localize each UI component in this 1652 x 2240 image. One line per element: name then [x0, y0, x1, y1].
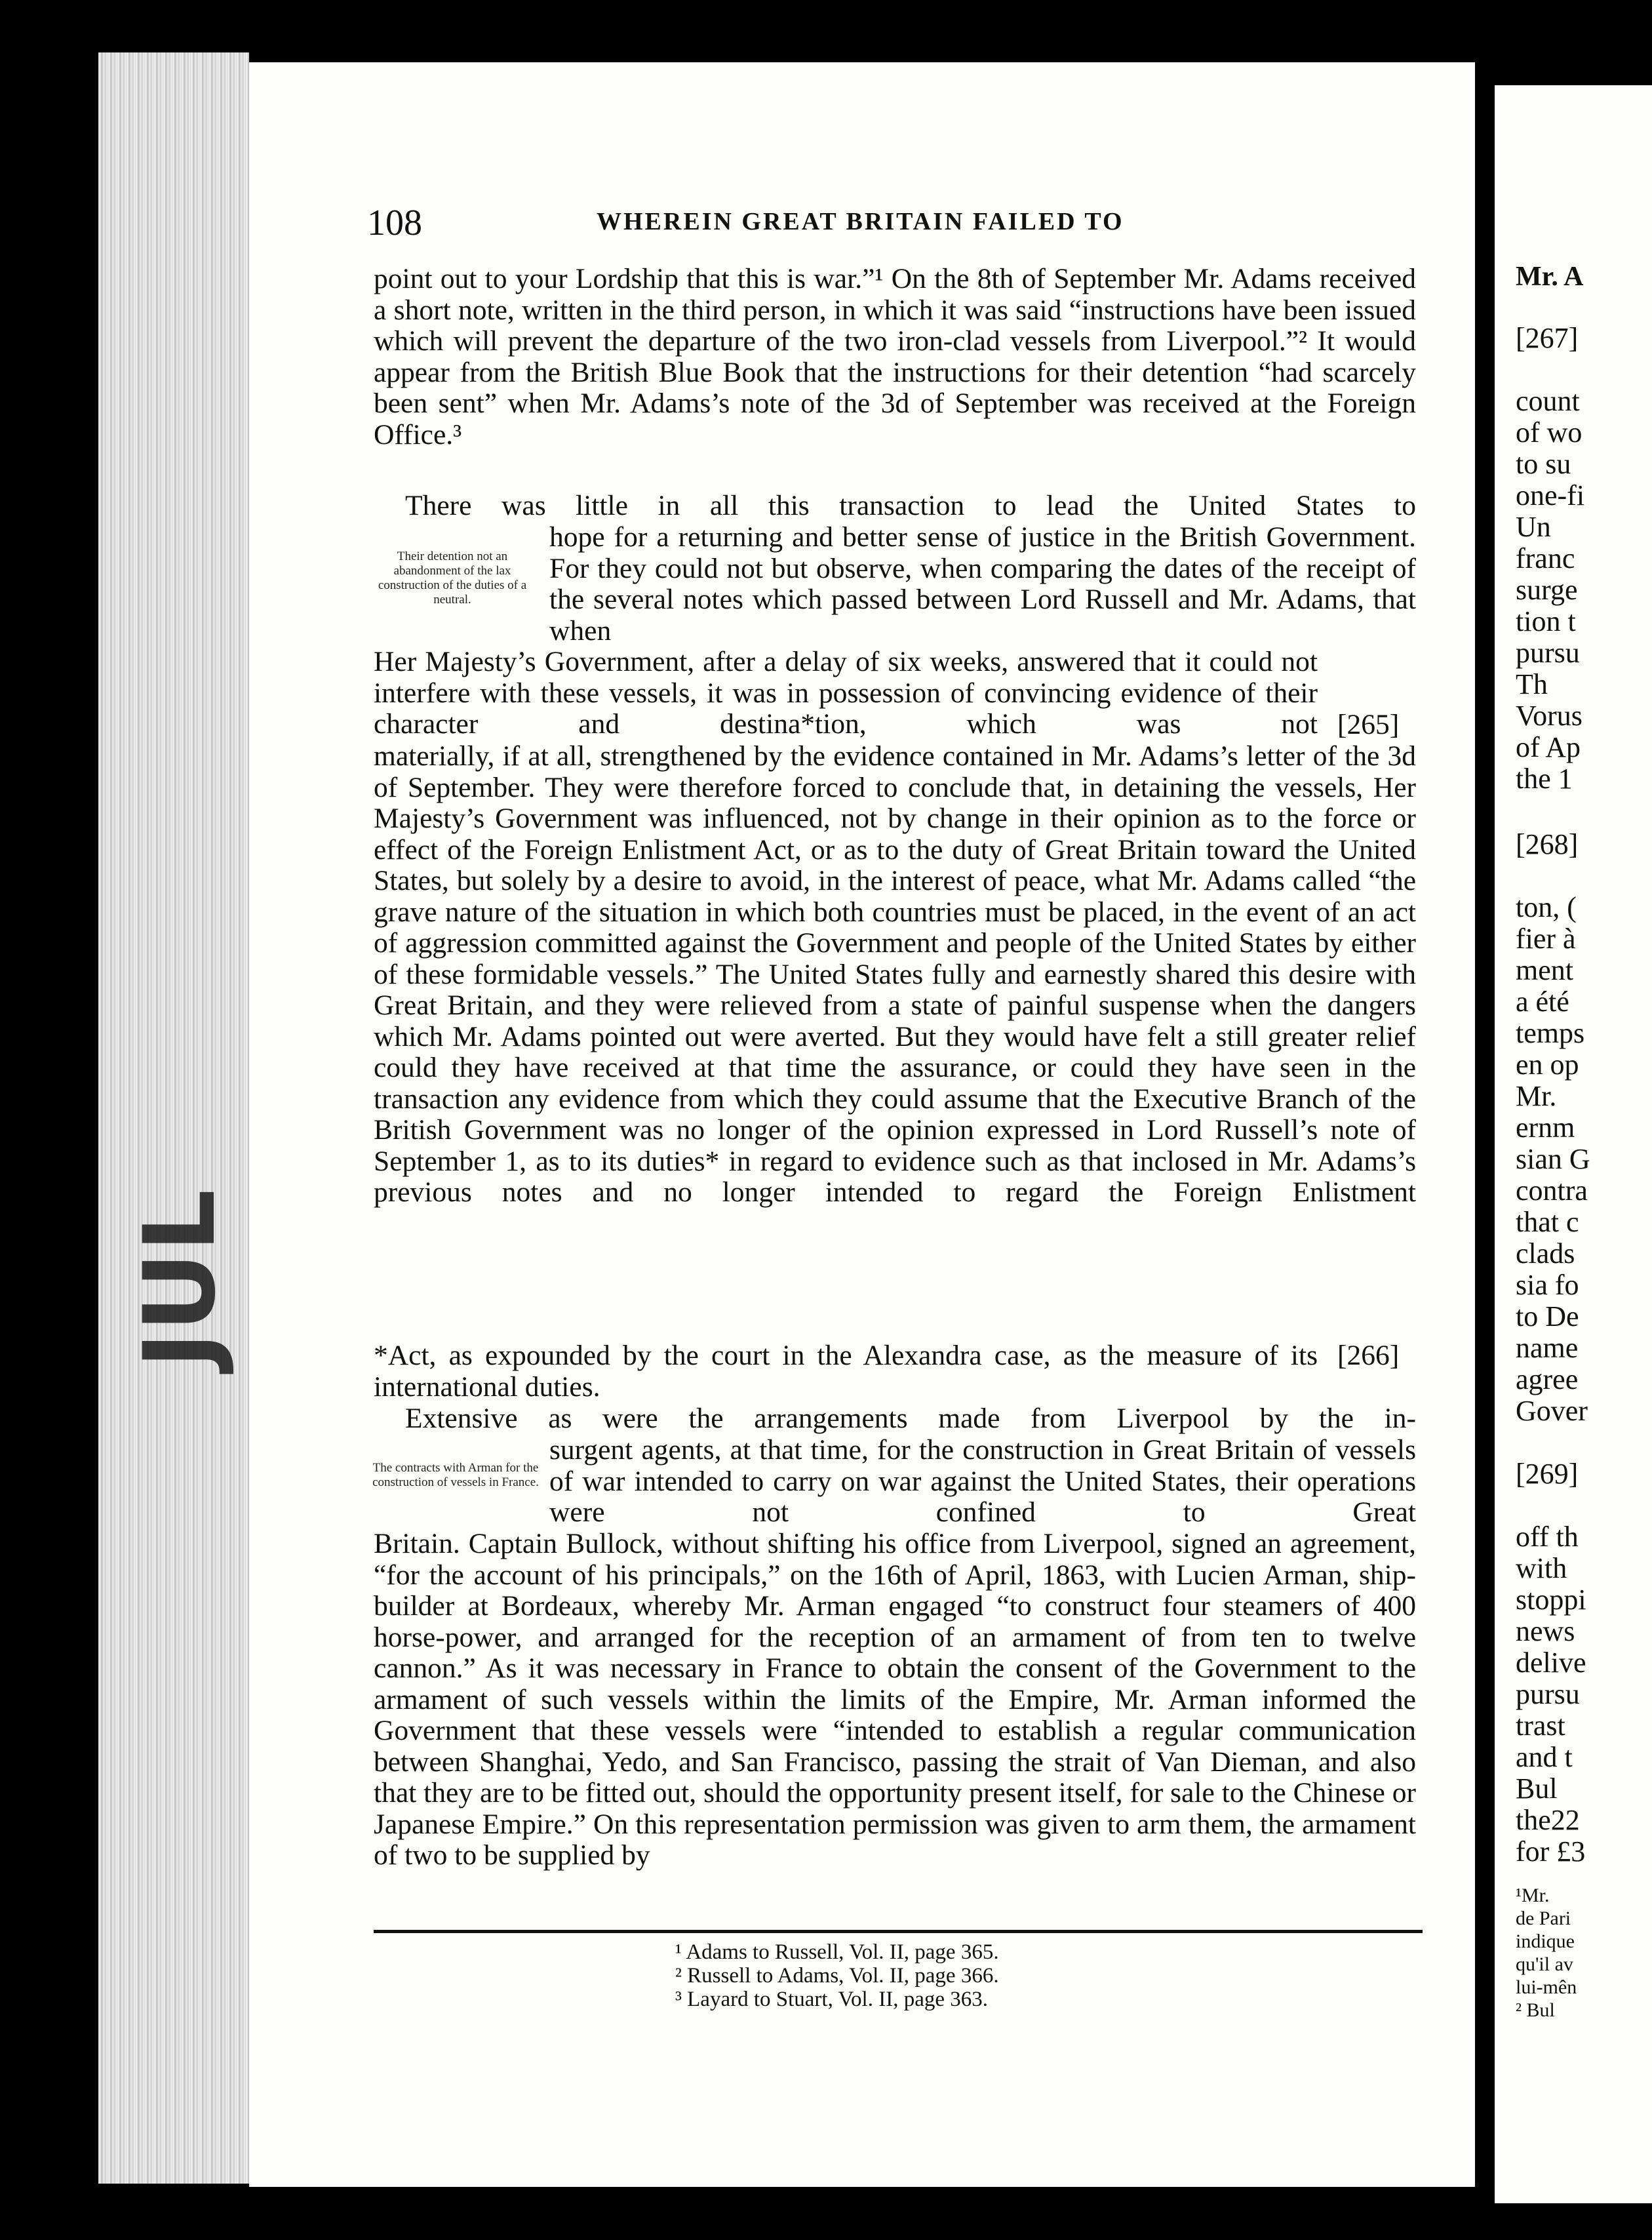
right-page-line: Mr. A — [1516, 262, 1584, 292]
right-page-line: trast — [1516, 1710, 1565, 1742]
right-page-line: ernm — [1516, 1111, 1575, 1144]
footnote-rule — [374, 1930, 1423, 1933]
right-page-line: count — [1516, 385, 1580, 417]
right-page-line: with — [1516, 1552, 1567, 1584]
right-page-line: to De — [1516, 1300, 1579, 1332]
right-page-line: pursu — [1516, 1678, 1580, 1710]
right-page-line: delive — [1516, 1647, 1586, 1679]
paragraph-2-line-1: There was little in all this transaction to lead the United States to — [405, 490, 1416, 521]
paragraph-3-wrapped: surgent agents, at that time, for the construction in Great Britain of vessels of war intended to carry on war against the United States, their operations were not confined to Great — [549, 1434, 1416, 1528]
paragraph-2-continued: Her Majesty’s Government, after a delay of six weeks, answered that it could not interfere with these vessels, it was in possession of convincing evidence of their character and destina*tion, which was not — [374, 646, 1318, 740]
right-page-line: and t — [1516, 1741, 1573, 1773]
right-page-line: ment — [1516, 954, 1573, 986]
right-page-line: stoppi — [1516, 1584, 1586, 1616]
right-page-line: Un — [1516, 511, 1551, 543]
right-page-line: lui-mên — [1516, 1976, 1577, 1998]
book-page-edges — [98, 52, 249, 2184]
paragraph-2-end: *Act, as expounded by the court in the Alexandra case, as the measure of its international duties. — [374, 1340, 1318, 1403]
right-page-line: the 1 — [1516, 763, 1573, 795]
margin-note-detention: Their detention not an abandonment of the lax construction of the duties of a neutral. — [378, 550, 527, 607]
paragraph-1: point out to your Lordship that this is war.”¹ On the 8th of September Mr. Adams received a short note, written in the third person, in which it was said “instructions have been issued which will prevent the departure of the two iron-clad vessels from Liverpool.”² It would appear from the British Blue Book that the instructions for their detention “had scarcely been sent” when Mr. Adams’s note of the 3d of September was received at the Foreign Office.³ — [374, 263, 1416, 450]
paragraph-3-body: Britain. Captain Bullock, without shifting his office from Liverpool, signed an agreement, “for the account of his principals,” on the 16th of April, 1863, with Lucien Arman, ship-builder at Bordeaux, whereby Mr. Arman engaged “to construct four steamers of 400 horse-power, and arranged for the reception of an armament of from ten to twelve cannon.” As it was necessary in France to obtain the consent of the Government to the armament of such vessels within the limits of the Empire, Mr. Arman informed the Government that these vessels were “intended to establish a regular communication between Shanghai, Yedo, and San Francisco, passing the strait of Van Dieman, and also that they are to be fitted out, should the opportunity present itself, for sale to the Chinese or Japanese Empire.” On this representation permission was given to arm them, the armament of two to be supplied by — [374, 1528, 1416, 1871]
right-page-line: the22 — [1516, 1804, 1580, 1836]
right-page-line: agree — [1516, 1363, 1579, 1395]
running-title: WHEREIN GREAT BRITAIN FAILED TO — [597, 208, 1124, 235]
right-page-line: tion t — [1516, 605, 1576, 637]
footnote-3: ³ Layard to Stuart, Vol. II, page 363. — [675, 1988, 989, 2011]
right-page-line: Th — [1516, 668, 1548, 700]
right-page-line: ton, ( — [1516, 891, 1577, 923]
right-page-line: Mr. — [1516, 1080, 1557, 1112]
right-page-line: news — [1516, 1615, 1575, 1647]
right-page-line: en op — [1516, 1049, 1579, 1081]
right-page-line: fier à — [1516, 923, 1576, 955]
right-page-line: contra — [1516, 1174, 1588, 1207]
paragraph-3-line-1: Extensive as were the arrangements made from Liverpool by the in- — [405, 1403, 1416, 1434]
right-page-line: qu'il av — [1516, 1953, 1573, 1975]
footnote-1: ¹ Adams to Russell, Vol. II, page 365. — [675, 1940, 999, 1964]
page-marker-265: [265] — [1337, 709, 1400, 740]
right-page-line: Gover — [1516, 1395, 1588, 1427]
right-page-line: pursu — [1516, 637, 1580, 669]
right-page-line: of wo — [1516, 416, 1583, 449]
right-page-line: that c — [1516, 1206, 1579, 1238]
right-page-line: to su — [1516, 448, 1571, 480]
page-marker-266: [266] — [1337, 1340, 1400, 1371]
right-page-line: one-fi — [1516, 479, 1585, 511]
footnote-2: ² Russell to Adams, Vol. II, page 366. — [675, 1964, 999, 1988]
right-page-line: ¹Mr. — [1516, 1885, 1550, 1906]
right-page-line: [268] — [1516, 828, 1579, 860]
margin-note-arman: The contracts with Arman for the construction of vessels in France. — [372, 1461, 539, 1489]
paragraph-2-body: materially, if at all, strengthened by the evidence contained in Mr. Adams’s letter of the 3d of September. They were therefore forced to conclude that, in detaining the vessels, Her Majesty’s Government was influenced, not by change in their opinion as to the force or effect of the Foreign Enlistment Act, or as to the duty of Great Britain toward the United States, but solely by a desire to avoid, in the interest of peace, what Mr. Adams called “the grave nature of the situation in which both countries must be placed, in the event of an act of aggression committed against the Government and people of the United States by either of these formidable vessels.” The United States fully and earnestly shared this desire with Great Britain, and they were relieved from a state of painful suspense when the dangers which Mr. Adams pointed out were averted. But they would have felt a still greater relief could they have received at that time the assurance, or could they have seen in the transaction any evidence from which they could assume that the Executive Branch of the British Government was no longer of the opinion expressed in Lord Russell’s note of September 1, as to its duties* in regard to evidence such as that inclosed in Mr. Adams’s previous notes and no longer intended to regard the Foreign Enlistment — [374, 740, 1416, 1208]
right-page-line: for £3 — [1516, 1835, 1586, 1868]
right-page-line: indique — [1516, 1930, 1575, 1952]
right-page-line: off th — [1516, 1521, 1579, 1553]
right-page-line: [267] — [1516, 322, 1579, 354]
paragraph-2-wrapped: hope for a returning and better sense of justice in the British Government. For they could not but observe, when comparing the dates of the receipt of the several notes which passed between Lord Russell and Mr. Adams, that when — [549, 521, 1416, 647]
right-page-line: name — [1516, 1332, 1579, 1364]
right-page-line: of Ap — [1516, 731, 1581, 763]
library-stamp: JUL — [123, 1189, 237, 1369]
right-page-line: franc — [1516, 542, 1575, 574]
page-header — [367, 202, 1423, 248]
right-page-line: ² Bul — [1516, 1999, 1555, 2021]
right-page-line: surge — [1516, 574, 1578, 606]
right-page-line: Bul — [1516, 1772, 1558, 1805]
right-page-line: [269] — [1516, 1458, 1579, 1490]
right-page-line: sian G — [1516, 1143, 1590, 1175]
page-number: 108 — [367, 203, 422, 243]
right-page-line: de Pari — [1516, 1908, 1571, 1929]
right-page-line: a été — [1516, 986, 1569, 1018]
right-page-line: Vorus — [1516, 700, 1583, 732]
right-page-line: clads — [1516, 1237, 1575, 1270]
right-page-line: sia fo — [1516, 1269, 1579, 1301]
right-page-line: temps — [1516, 1017, 1585, 1049]
